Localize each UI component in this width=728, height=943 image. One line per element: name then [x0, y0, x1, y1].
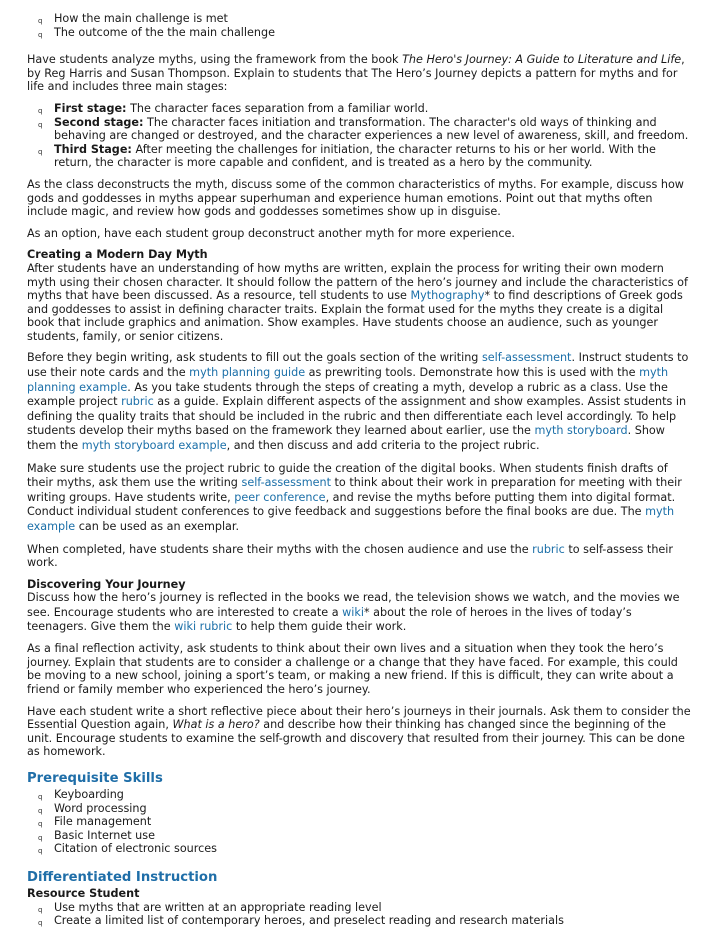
list-item: q Keyboarding [54, 788, 691, 802]
stage-item [54, 102, 691, 116]
body-text: . As you take students through the steps of creating a myth, develop a rubric as a class. Use the example project [27, 380, 668, 409]
intro-text: , by Reg Harris and Susan Thompson. Explain to students that The Hero’s Journey depicts a pattern for myths and for life and includes three main stages: [27, 53, 685, 94]
body-text: After students have an understanding of how myths are written, explain the process for writing their own modern myth using their chosen character. It should follow the pattern of the hero’s journey and include the characteristics of myths that have been discussed. As a resource, tell students to use [27, 261, 688, 303]
document-page [27, 12, 691, 928]
self-assessment-link[interactable]: self-assessment [241, 476, 331, 490]
stage-label: Third Stage: [54, 142, 132, 156]
body-text: Before they begin writing, ask students to fill out the goals section of the writing [27, 351, 482, 365]
stage-label: Second stage: [54, 115, 144, 129]
list-item: q How the main challenge is met [54, 12, 691, 26]
discovering-heading: Discovering Your Journey [27, 577, 186, 591]
wiki-link[interactable]: wiki [342, 605, 364, 619]
stage-text: The character faces separation from a familiar world. [126, 101, 429, 115]
list-item: q Basic Internet use [54, 829, 691, 843]
reflection-paragraph: As a final reflection activity, ask students to think about their own lives and a situation when they took the hero’s journey. Explain that students are to consider a challenge or a change that they have faced. For example, this could be moving to a new school, joining a sport’s team, or making a new friend. If this is difficult, they can write about a friend or family member who experienced the hero’s journey. [27, 642, 678, 697]
list-item: q The outcome of the the main challenge [54, 26, 691, 40]
body-text: and describe how their thinking has changed since the beginning of the unit. Encourage students to examine the self-growth and discovery that resulted from their journey. This can be done as homework. [27, 718, 685, 759]
creating-heading: Creating a Modern Day Myth [27, 248, 208, 262]
body-text: Discuss how the hero’s journey is reflected in the books we read, the television shows we watch, and the movies we see. Encourage students who are interested to create a [27, 591, 680, 619]
stage-item [54, 116, 691, 143]
essential-question: What is a hero? [172, 718, 260, 732]
prerequisite-skills-list [27, 788, 691, 856]
body-text: to think about their work in preparation for meeting with their writing groups. Have students write, [27, 476, 682, 504]
myth-storyboard-example-link[interactable]: myth storyboard example [81, 439, 227, 453]
body-text: . Instruct students to use their note cards and the [27, 351, 689, 380]
list-item: q Create a limited list of contemporary heroes, and preselect reading and research materials [54, 914, 691, 928]
completed-paragraph [27, 543, 691, 570]
stages-list [27, 102, 691, 170]
discovering-paragraph [27, 591, 691, 634]
reflective-paragraph [27, 705, 691, 759]
body-text: to help them guide their work. [232, 619, 407, 633]
body-text: , and revise the myths before putting them into digital format. Conduct individual student conferences to give feedback and suggestions before the final books are due. The [27, 490, 676, 519]
stage-item [54, 143, 691, 170]
stage-text: After meeting the challenges for initiation, the character returns to his or her world. With the return, the character is more capable and confident, and is treated as a hero by the community. [54, 142, 656, 170]
peer-conference-link[interactable]: peer conference [234, 490, 326, 504]
stage-text: The character faces initiation and transformation. The character's old ways of thinking and behaving are changed or destroyed, and the character experiences a new level of awareness, skill, and freedom. [54, 115, 689, 143]
creating-paragraph [27, 262, 691, 344]
mythography-link[interactable]: Mythography [410, 289, 485, 303]
body-text: . Show them the [27, 424, 665, 453]
body-text: Have each student write a short reflective piece about their hero’s journeys in their journals. Ask them to consider the Essential Question again, [27, 704, 691, 732]
begin-paragraph [27, 351, 691, 453]
myth-planning-guide-link[interactable]: myth planning guide [189, 366, 306, 380]
book-title: The Hero's Journey: A Guide to Literature and Life [402, 53, 682, 67]
body-text: can be used as an exemplar. [75, 520, 240, 533]
stage-label: First stage: [54, 101, 127, 115]
list-item: q Word processing [54, 802, 691, 816]
body-text: * to find descriptions of Greek gods and goddesses to assist in defining character traits. Explain the format used for the myths they create is a digital book that include graphics and animation. Show examples. Have students choose an audience, such as younger students, family, or senior citizens. [27, 289, 683, 343]
self-assessment-link[interactable]: self-assessment [481, 351, 572, 365]
resource-student-heading: Resource Student [27, 886, 140, 900]
body-text: * about the role of heroes in the lives of today’s teenagers. Give them the [27, 605, 632, 633]
body-text: , and then discuss and add criteria to the project rubric. [226, 439, 540, 453]
body-text: as a guide. Explain different aspects of the assignment and show examples. Assist students in defining the quality traits that should be included in the rubric and then differentiate each level accordingly. To help students develop their myths based on the framework they learned about earlier, use the [27, 395, 687, 438]
body-text: When completed, have students share their myths with the chosen audience and use the [27, 542, 533, 556]
option-paragraph: As an option, have each student group deconstruct another myth for more experience. [27, 226, 515, 240]
deconstruct-paragraph: As the class deconstructs the myth, discuss some of the common characteristics of myths. For example, discuss how gods and goddesses in myths appear superhuman and experience human emotions. Point out that myths often include magic, and review how gods and goddesses sometimes show up in disguise. [27, 177, 684, 219]
list-item: q File management [54, 815, 691, 829]
rubric-link[interactable]: rubric [532, 542, 565, 556]
myth-example-link[interactable]: myth example [27, 505, 675, 533]
myth-storyboard-link[interactable]: myth storyboard [534, 424, 628, 438]
intro-paragraph [27, 53, 691, 94]
rubric-link[interactable]: rubric [121, 395, 154, 409]
resource-student-list [27, 901, 691, 928]
body-text: to self-assess their work. [27, 542, 674, 570]
myth-planning-example-link[interactable]: myth planning example [27, 366, 669, 394]
prerequisite-skills-heading: Prerequisite Skills [27, 771, 163, 787]
list-item: q Citation of electronic sources [54, 842, 691, 856]
challenge-list [27, 12, 691, 39]
body-text: Make sure students use the project rubric to guide the creation of the digital books. When students finish drafts of their myths, ask them use the writing [27, 461, 668, 490]
body-text: as prewriting tools. Demonstrate how this is used with the [305, 366, 640, 380]
list-item: q Use myths that are written at an appropriate reading level [54, 901, 691, 915]
wiki-rubric-link[interactable]: wiki rubric [174, 619, 233, 633]
differentiated-instruction-heading: Differentiated Instruction [27, 869, 218, 885]
intro-text: Have students analyze myths, using the framework from the book [27, 53, 403, 67]
make-sure-paragraph [27, 462, 691, 535]
